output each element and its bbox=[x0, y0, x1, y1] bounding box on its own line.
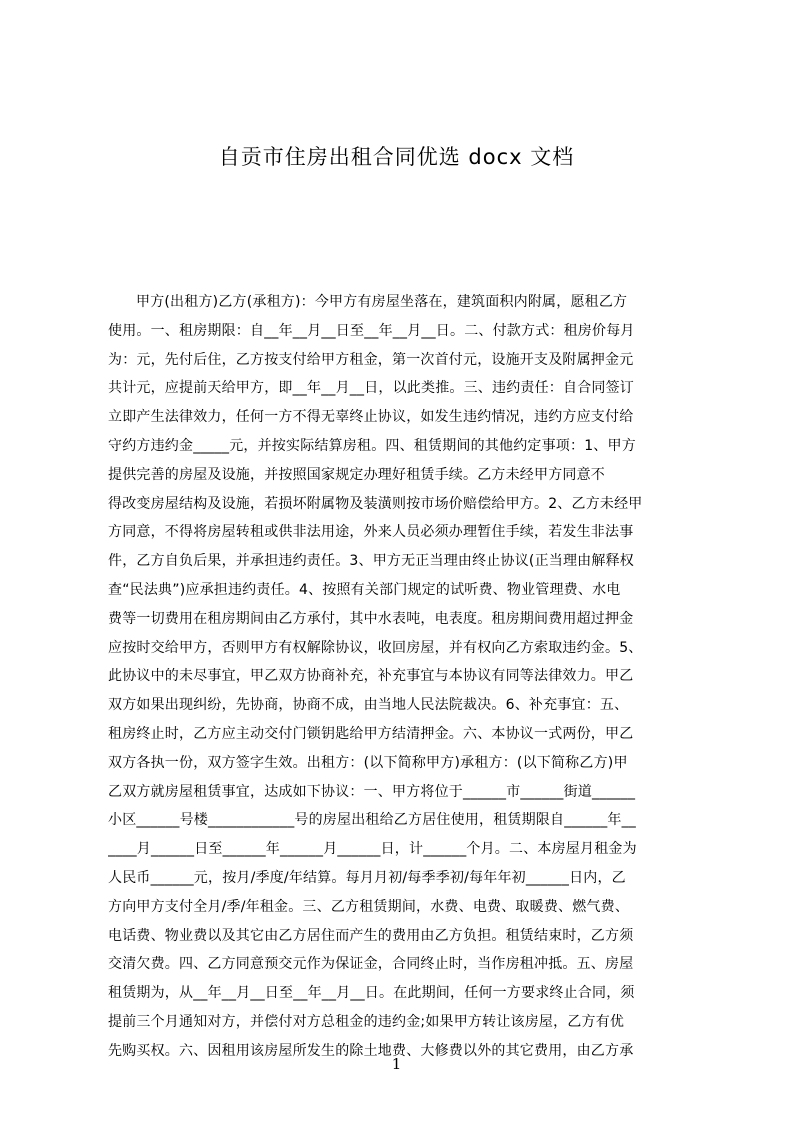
body-line: 查“民法典”)应承担违约责任。4、按照有关部门规定的试听费、物业管理费、水电 bbox=[108, 581, 621, 598]
body-line: 租赁期为，从__年__月__日至__年__月__日。在此期间，任何一方要求终止合同，须 bbox=[108, 985, 635, 1002]
body-line: 费等一切费用在租房期间由乙方承付，其中水表吨，电表度。租房期间费用超过押金 bbox=[108, 610, 634, 627]
body-line: 人民币______元，按月/季度/年结算。每月月初/每季季初/每年年初______日内，乙 bbox=[108, 869, 626, 886]
body-line: 先购买权。六、因租用该房屋所发生的除土地费、大修费以外的其它费用，由乙方承 bbox=[108, 1042, 634, 1059]
body-line: 立即产生法律效力，任何一方不得无辜终止协议，如发生违约情况，违约方应支付给 bbox=[108, 409, 634, 426]
body-line: 守约方违约金_____元，并按实际结算房租。四、租赁期间的其他约定事项：1、甲方 bbox=[108, 437, 636, 454]
body-line: 方同意，不得将房屋转租或供非法用途，外来人员必须办理暂住手续，若发生非法事 bbox=[108, 524, 634, 541]
page-number: 1 bbox=[391, 1055, 402, 1073]
body-line: 得改变房屋结构及设施，若损坏附属物及装潢则按市场价赔偿给甲方。2、乙方未经甲 bbox=[108, 495, 643, 512]
body-line: 使用。一、租房期限：自__年__月__日至__年__月__日。二、付款方式：租房价每月 bbox=[108, 322, 635, 339]
body-line: 共计元，应提前天给甲方，即__年__月__日，以此类推。三、违约责任：自合同签订 bbox=[108, 380, 634, 397]
body-line: 为：元，先付后住，乙方按支付给甲方租金，第一次首付元，设施开支及附属押金元 bbox=[108, 351, 634, 368]
body-line: ____月______日至______年______月______日，计______个月。二、本房屋月租金为 bbox=[108, 841, 637, 858]
body-line: 应按时交给甲方，否则甲方有权解除协议，收回房屋，并有权向乙方索取违约金。5、 bbox=[108, 639, 643, 656]
body-line: 甲方(出租方)乙方(承租方)：今甲方有房屋坐落在，建筑面积内附属，愿租乙方 bbox=[136, 294, 628, 310]
body-line: 提供完善的房屋及设施，并按照国家规定办理好租赁手续。乙方未经甲方同意不 bbox=[108, 466, 605, 483]
body-line: 此协议中的未尽事宜，甲乙双方协商补充，补充事宜与本协议有同等法律效力。甲乙 bbox=[108, 668, 634, 685]
body-line: 电话费、物业费以及其它由乙方居住而产生的费用由乙方负担。租赁结束时，乙方须 bbox=[108, 927, 634, 944]
document-title: 自贡市住房出租合同优选 docx 文档 bbox=[218, 145, 575, 169]
body-line: 件，乙方自负后果，并承担违约责任。3、甲方无正当理由终止协议(正当理由解释权 bbox=[108, 553, 634, 570]
body-line: 双方如果出现纠纷，先协商，协商不成，由当地人民法院裁决。6、补充事宜：五、 bbox=[108, 697, 629, 714]
body-line: 交清欠费。四、乙方同意预交元作为保证金，合同终止时，当作房租冲抵。五、房屋 bbox=[108, 956, 634, 973]
body-line: 双方各执一份，双方签字生效。出租方：(以下简称甲方)承租方：(以下简称乙方)甲 bbox=[108, 754, 628, 771]
body-line: 小区______号楼____________号的房屋出租给乙方居住使用，租赁期限自______年__ bbox=[108, 812, 636, 829]
body-line: 方向甲方支付全月/季/年租金。三、乙方租赁期间，水费、电费、取暖费、燃气费、 bbox=[108, 898, 630, 915]
body-line: 提前三个月通知对方，并偿付对方总租金的违约金;如果甲方转让该房屋，乙方有优 bbox=[108, 1013, 625, 1030]
body-line: 租房终止时，乙方应主动交付门锁钥匙给甲方结清押金。六、本协议一式两份，甲乙 bbox=[108, 725, 634, 742]
body-line: 乙双方就房屋租赁事宜，达成如下协议：一、甲方将位于______市______街道______ bbox=[108, 783, 636, 800]
document-body bbox=[108, 288, 700, 1066]
